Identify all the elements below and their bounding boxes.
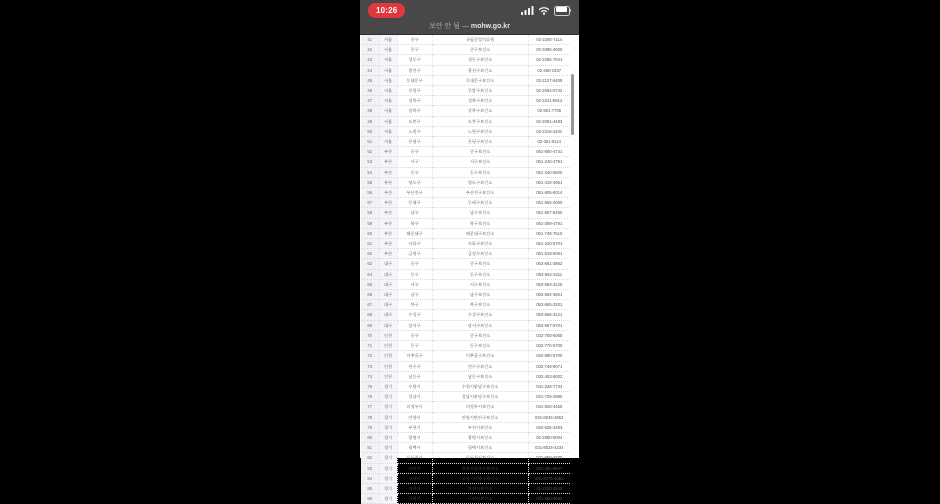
cell-name: 연수구보건소 xyxy=(432,361,528,371)
cell-sigungu: 동구 xyxy=(397,341,432,351)
cell-sido: 경기 xyxy=(379,453,397,463)
cell-sido: 부산 xyxy=(379,147,397,157)
cell-no: 67 xyxy=(361,300,379,310)
cell-name: 성동구보건소 xyxy=(432,55,528,65)
cell-no: 57 xyxy=(361,198,379,208)
cell-name: 동구보건소 xyxy=(432,269,528,279)
cell-sido: 경기 xyxy=(379,473,397,483)
table-row xyxy=(361,361,570,371)
cell-name: 광명시보건소 xyxy=(432,432,528,442)
cell-sigungu: 해운대구 xyxy=(397,228,432,238)
table-row xyxy=(361,341,570,351)
cell-sido: 서울 xyxy=(379,55,397,65)
cell-sigungu: 동구 xyxy=(397,167,432,177)
table-row xyxy=(361,208,570,218)
cell-sigungu: 중구 xyxy=(397,35,432,45)
cell-phone: 051-555-4000 xyxy=(528,198,570,208)
table-row xyxy=(361,167,570,177)
table-row xyxy=(361,116,570,126)
address-separator: — xyxy=(461,23,469,30)
cell-sigungu: 강북구 xyxy=(397,106,432,116)
table-row xyxy=(361,412,570,422)
table-row xyxy=(361,330,570,340)
cell-phone: 031-8075-4081 xyxy=(528,473,570,483)
cell-phone: 053-666-3121 xyxy=(528,310,570,320)
table-row xyxy=(361,126,570,136)
cell-name: 광진구보건소 xyxy=(432,65,528,75)
cell-sido: 경기 xyxy=(379,494,397,504)
cell-no: 59 xyxy=(361,218,379,228)
cell-sigungu: 노원구 xyxy=(397,126,432,136)
cell-phone: 02-901-7706 xyxy=(528,106,570,116)
cell-no: 81 xyxy=(361,443,379,453)
cell-name: 영도구보건소 xyxy=(432,177,528,187)
cell-phone: 051-749-7510 xyxy=(528,228,570,238)
cell-name: 중구보건소 xyxy=(432,259,528,269)
cell-sido: 서울 xyxy=(379,106,397,116)
cell-sido: 부산 xyxy=(379,249,397,259)
cell-no: 72 xyxy=(361,351,379,361)
cell-sigungu: 남구 xyxy=(397,290,432,300)
cell-no: 64 xyxy=(361,269,379,279)
table-row xyxy=(361,35,570,45)
cell-sido: 부산 xyxy=(379,188,397,198)
cell-sigungu: 성남시 xyxy=(397,392,432,402)
cell-phone: 051-419-4951 xyxy=(528,177,570,187)
table-row xyxy=(361,218,570,228)
cell-phone: 051-607-6460 xyxy=(528,208,570,218)
cell-sido: 경기 xyxy=(379,392,397,402)
cell-no: 41 xyxy=(361,35,379,45)
cell-sido: 경기 xyxy=(379,422,397,432)
scrollbar-thumb[interactable] xyxy=(571,74,574,135)
cell-sigungu: 중구 xyxy=(397,259,432,269)
cell-sigungu: 연수구 xyxy=(397,361,432,371)
cell-no: 78 xyxy=(361,412,379,422)
cell-name: 성북구보건소 xyxy=(432,96,528,106)
table-row xyxy=(361,310,570,320)
cell-no: 79 xyxy=(361,422,379,432)
cell-no: 47 xyxy=(361,96,379,106)
table-row xyxy=(361,55,570,65)
battery-icon xyxy=(554,6,571,15)
cell-sigungu: 사하구 xyxy=(397,239,432,249)
cell-phone: 02-3396-4000 xyxy=(528,45,570,55)
cell-sido: 경기 xyxy=(379,483,397,493)
table-row xyxy=(361,198,570,208)
cell-phone: 02-2286-7041 xyxy=(528,55,570,65)
cell-sigungu: 광진구 xyxy=(397,65,432,75)
table-row xyxy=(361,279,570,289)
cell-sido: 서울 xyxy=(379,86,397,96)
status-bar xyxy=(360,0,579,20)
table-row xyxy=(361,228,570,238)
cell-sigungu: 중구 xyxy=(397,330,432,340)
cell-name: 남동구보건소 xyxy=(432,371,528,381)
table-row xyxy=(361,177,570,187)
cell-name: 동구보건소 xyxy=(432,167,528,177)
cell-no: 71 xyxy=(361,341,379,351)
table-row xyxy=(361,402,570,412)
cell-sido: 부산 xyxy=(379,208,397,218)
table-row xyxy=(361,157,570,167)
cell-sigungu: 광명시 xyxy=(397,432,432,442)
cell-sido: 대구 xyxy=(379,269,397,279)
cell-phone: 031-481-5947 xyxy=(528,463,570,473)
page-domain: mohw.go.kr xyxy=(470,23,510,30)
cell-sigungu: 고양시 xyxy=(397,473,432,483)
table-row xyxy=(361,137,570,147)
cell-phone: 032-453-5002 xyxy=(528,371,570,381)
cell-phone: 051-605-6014 xyxy=(528,188,570,198)
cell-sigungu: 북구 xyxy=(397,218,432,228)
table-row xyxy=(361,473,570,483)
facility-table xyxy=(361,35,570,504)
table-row xyxy=(361,320,570,330)
cell-no: 74 xyxy=(361,371,379,381)
cell-phone: 051-440-6500 xyxy=(528,167,570,177)
cell-no: 61 xyxy=(361,239,379,249)
cell-phone: 02-450-1937 xyxy=(528,65,570,75)
cell-no: 49 xyxy=(361,116,379,126)
cell-name: 동두천시보건소 xyxy=(432,453,528,463)
cell-sigungu: 서구 xyxy=(397,279,432,289)
cell-sido: 부산 xyxy=(379,228,397,238)
cell-sigungu: 영도구 xyxy=(397,177,432,187)
cell-sigungu: 평택시 xyxy=(397,443,432,453)
cell-no: 75 xyxy=(361,381,379,391)
cell-sigungu: 도봉구 xyxy=(397,116,432,126)
table-row xyxy=(361,45,570,55)
cell-phone: 031-860-3330 xyxy=(528,453,570,463)
table-row xyxy=(361,494,570,504)
cell-sido: 대구 xyxy=(379,310,397,320)
cell-sido: 대구 xyxy=(379,279,397,289)
cell-name: 중랑구보건소 xyxy=(432,86,528,96)
recording-time-pill[interactable]: 10:26 xyxy=(368,3,405,18)
cell-no: 76 xyxy=(361,392,379,402)
table-row xyxy=(361,65,570,75)
cell-name: 동대문구보건소 xyxy=(432,75,528,85)
cell-sido: 서울 xyxy=(379,137,397,147)
cell-name: 동구보건소 xyxy=(432,341,528,351)
cell-name: 금정구보건소 xyxy=(432,249,528,259)
cell-sido: 경기 xyxy=(379,402,397,412)
cell-name: 국립중앙의료원 xyxy=(432,35,528,45)
cell-sigungu: 북구 xyxy=(397,300,432,310)
cell-name: 미추홀구보건소 xyxy=(432,351,528,361)
cell-sigungu: 성동구 xyxy=(397,55,432,65)
cell-sido: 서울 xyxy=(379,126,397,136)
cell-phone: 02-2680-5004 xyxy=(528,432,570,442)
cell-phone: 02-2260-7114 xyxy=(528,35,570,45)
table-row xyxy=(361,86,570,96)
cell-sigungu: 서구 xyxy=(397,157,432,167)
cell-no: 70 xyxy=(361,330,379,340)
cell-phone: 032-625-4283 xyxy=(528,422,570,432)
cell-name: 구리시보건소 xyxy=(432,494,528,504)
cell-sigungu: 과천시 xyxy=(397,483,432,493)
cell-name: 수원시팔달구보건소 xyxy=(432,381,528,391)
cell-name: 북구보건소 xyxy=(432,300,528,310)
phone-screen xyxy=(360,0,579,502)
cell-sido: 부산 xyxy=(379,218,397,228)
cell-phone: 02-2241-5912 xyxy=(528,96,570,106)
table-row xyxy=(361,483,570,493)
cell-sido: 서울 xyxy=(379,75,397,85)
cell-no: 82 xyxy=(361,453,379,463)
cell-no: 62 xyxy=(361,249,379,259)
cell-no: 73 xyxy=(361,361,379,371)
cell-name: 남구보건소 xyxy=(432,208,528,218)
cell-no: 69 xyxy=(361,320,379,330)
cell-phone: 051-519-5051 xyxy=(528,249,570,259)
cell-phone: 031-228-7733 xyxy=(528,381,570,391)
cell-phone: 02-351-8114 xyxy=(528,137,570,147)
cell-name: 수성구보건소 xyxy=(432,310,528,320)
cell-name: 부산진구보건소 xyxy=(432,188,528,198)
cell-sido: 경기 xyxy=(379,463,397,473)
cell-name: 남구보건소 xyxy=(432,290,528,300)
cell-phone: 031-828-4455 xyxy=(528,402,570,412)
cell-no: 68 xyxy=(361,310,379,320)
cell-sigungu: 미추홀구 xyxy=(397,351,432,361)
cell-name: 도봉구보건소 xyxy=(432,116,528,126)
table-row xyxy=(361,290,570,300)
table-row xyxy=(361,259,570,269)
cell-phone: 031-8024-4234 xyxy=(528,443,570,453)
cell-phone: 053-661-3862 xyxy=(528,259,570,269)
cell-no: 42 xyxy=(361,45,379,55)
cell-name: 의정부시보건소 xyxy=(432,402,528,412)
cell-name: 노원구보건소 xyxy=(432,126,528,136)
cell-sido: 인천 xyxy=(379,371,397,381)
cell-sigungu: 성북구 xyxy=(397,96,432,106)
cell-sido: 대구 xyxy=(379,300,397,310)
cell-phone: 053-667-5701 xyxy=(528,320,570,330)
table-row xyxy=(361,371,570,381)
table-row xyxy=(361,75,570,85)
cell-phone: 032-880-5700 xyxy=(528,351,570,361)
cell-sigungu: 의정부시 xyxy=(397,402,432,412)
cell-name: 달서구보건소 xyxy=(432,320,528,330)
cell-sido: 부산 xyxy=(379,239,397,249)
cell-phone: 053-664-3601 xyxy=(528,290,570,300)
table-row xyxy=(361,432,570,442)
cell-name: 성남시분당구보건소 xyxy=(432,392,528,402)
cell-phone: 051-600-4741 xyxy=(528,147,570,157)
cell-name: 북구보건소 xyxy=(432,218,528,228)
cell-no: 43 xyxy=(361,55,379,65)
cell-no: 53 xyxy=(361,157,379,167)
cell-no: 48 xyxy=(361,106,379,116)
cell-no: 84 xyxy=(361,473,379,483)
table-row xyxy=(361,188,570,198)
cell-name: 사하구보건소 xyxy=(432,239,528,249)
cell-name: 안양시만안구보건소 xyxy=(432,412,528,422)
cell-name: 해운대구보건소 xyxy=(432,228,528,238)
cell-name: 서구보건소 xyxy=(432,157,528,167)
cell-sido: 서울 xyxy=(379,45,397,55)
table-row xyxy=(361,300,570,310)
cell-phone: 051-309-4791 xyxy=(528,218,570,228)
cell-sigungu: 중구 xyxy=(397,147,432,157)
cell-name: 서구보건소 xyxy=(432,279,528,289)
cell-name: 고양시덕양구보건소 xyxy=(432,473,528,483)
cell-sido: 서울 xyxy=(379,35,397,45)
cell-sido: 경기 xyxy=(379,381,397,391)
cell-sigungu: 부산진구 xyxy=(397,188,432,198)
cell-sigungu: 동래구 xyxy=(397,198,432,208)
cell-sigungu: 금정구 xyxy=(397,249,432,259)
cell-phone: 032-749-8071 xyxy=(528,361,570,371)
cell-phone: 053-665-3201 xyxy=(528,300,570,310)
table-row xyxy=(361,106,570,116)
cell-name: 동래구보건소 xyxy=(432,198,528,208)
cell-phone: 02-2150-3840 xyxy=(528,483,570,493)
table-row xyxy=(361,96,570,106)
cell-no: 44 xyxy=(361,65,379,75)
security-status-label: 보안 안 됨 xyxy=(429,23,460,30)
cell-no: 51 xyxy=(361,137,379,147)
cell-sigungu: 안산시 xyxy=(397,463,432,473)
cell-name: 중구보건소 xyxy=(432,45,528,55)
safari-address-bar[interactable] xyxy=(360,20,579,34)
cell-sigungu: 중구 xyxy=(397,45,432,55)
cell-phone: 051-220-5701 xyxy=(528,239,570,249)
cell-no: 56 xyxy=(361,188,379,198)
safari-header xyxy=(360,0,579,35)
cell-no: 46 xyxy=(361,86,379,96)
cell-name: 중구보건소 xyxy=(432,147,528,157)
cell-sido: 서울 xyxy=(379,116,397,126)
cell-sigungu: 수원시 xyxy=(397,381,432,391)
cell-sido: 부산 xyxy=(379,167,397,177)
table-row xyxy=(361,269,570,279)
table-row xyxy=(361,463,570,473)
cell-name: 강북구보건소 xyxy=(432,106,528,116)
table-row xyxy=(361,392,570,402)
cell-no: 65 xyxy=(361,279,379,289)
cell-sido: 인천 xyxy=(379,351,397,361)
cell-no: 60 xyxy=(361,228,379,238)
cell-sigungu: 동구 xyxy=(397,269,432,279)
cell-name: 평택시보건소 xyxy=(432,443,528,453)
cell-phone: 02-2127-5409 xyxy=(528,75,570,85)
cell-sido: 부산 xyxy=(379,157,397,167)
cell-sigungu: 남동구 xyxy=(397,371,432,381)
web-content xyxy=(360,35,579,502)
cell-name: 부천시보건소 xyxy=(432,422,528,432)
table-row xyxy=(361,249,570,259)
cell-name: 중구보건소 xyxy=(432,330,528,340)
cell-no: 50 xyxy=(361,126,379,136)
cell-sido: 경기 xyxy=(379,432,397,442)
wifi-icon xyxy=(538,6,550,15)
cell-sido: 경기 xyxy=(379,412,397,422)
cell-sigungu: 달서구 xyxy=(397,320,432,330)
cell-sigungu: 안양시 xyxy=(397,412,432,422)
cell-phone: 02-2094-0742 xyxy=(528,86,570,96)
cell-sigungu: 구리시 xyxy=(397,494,432,504)
cell-no: 77 xyxy=(361,402,379,412)
cell-sido: 서울 xyxy=(379,65,397,75)
cell-no: 58 xyxy=(361,208,379,218)
cell-phone: 053-663-3125 xyxy=(528,279,570,289)
table-row xyxy=(361,443,570,453)
cell-phone: 051-240-4791 xyxy=(528,157,570,167)
status-icons xyxy=(521,6,571,15)
cell-phone: 02-2091-4483 xyxy=(528,116,570,126)
cell-sigungu: 수성구 xyxy=(397,310,432,320)
cell-sido: 인천 xyxy=(379,330,397,340)
cell-phone: 031-8045-3552 xyxy=(528,412,570,422)
cell-no: 45 xyxy=(361,75,379,85)
cell-sido: 경기 xyxy=(379,443,397,453)
cell-name: 은평구보건소 xyxy=(432,137,528,147)
cell-no: 80 xyxy=(361,432,379,442)
cell-sido: 부산 xyxy=(379,177,397,187)
cell-sido: 부산 xyxy=(379,198,397,208)
cell-no: 85 xyxy=(361,483,379,493)
table-row xyxy=(361,147,570,157)
cell-no: 86 xyxy=(361,494,379,504)
cell-sigungu: 은평구 xyxy=(397,137,432,147)
cellular-signal-icon xyxy=(521,6,534,15)
cell-sido: 서울 xyxy=(379,96,397,106)
cell-no: 54 xyxy=(361,167,379,177)
cell-phone: 02-2116-4331 xyxy=(528,126,570,136)
cell-no: 63 xyxy=(361,259,379,269)
table-row xyxy=(361,351,570,361)
cell-sigungu: 동두천시 xyxy=(397,453,432,463)
cell-no: 83 xyxy=(361,463,379,473)
cell-sido: 대구 xyxy=(379,320,397,330)
table-row xyxy=(361,239,570,249)
cell-sigungu: 남구 xyxy=(397,208,432,218)
cell-sido: 인천 xyxy=(379,361,397,371)
cell-sigungu: 부천시 xyxy=(397,422,432,432)
cell-phone: 032-770-5700 xyxy=(528,341,570,351)
cell-phone: 053-662-3211 xyxy=(528,269,570,279)
cell-sigungu: 동대문구 xyxy=(397,75,432,85)
table-row xyxy=(361,422,570,432)
cell-sido: 대구 xyxy=(379,259,397,269)
cell-name: 안산시상록수보건소 xyxy=(432,463,528,473)
cell-name: 과천시보건소 xyxy=(432,483,528,493)
cell-sido: 인천 xyxy=(379,341,397,351)
cell-phone: 031-729-3990 xyxy=(528,392,570,402)
table-row xyxy=(361,381,570,391)
cell-no: 66 xyxy=(361,290,379,300)
cell-sigungu: 중랑구 xyxy=(397,86,432,96)
cell-phone: 032-760-6060 xyxy=(528,330,570,340)
table-row xyxy=(361,453,570,463)
cell-phone: 031-550-8690 xyxy=(528,494,570,504)
cell-sido: 대구 xyxy=(379,290,397,300)
cell-no: 55 xyxy=(361,177,379,187)
cell-no: 52 xyxy=(361,147,379,157)
